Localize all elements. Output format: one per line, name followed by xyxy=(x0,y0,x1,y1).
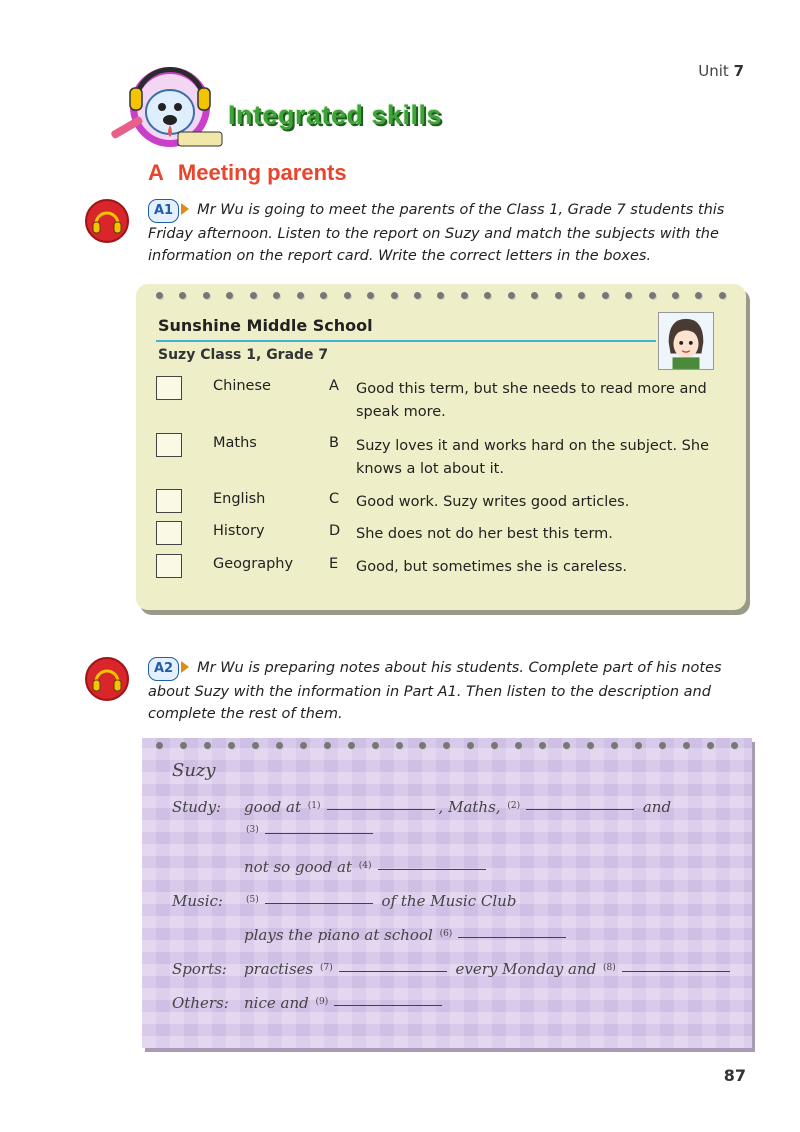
blank-number: (4) xyxy=(358,861,372,871)
blank-number: (3) xyxy=(246,825,259,835)
binder-holes xyxy=(156,742,738,749)
section-title: Integrated skills xyxy=(228,100,443,130)
every-monday-text: every Monday and xyxy=(455,960,597,978)
subject: History xyxy=(213,523,265,539)
blank-3[interactable] xyxy=(265,833,373,834)
option-text: Good work. Suzy writes good articles. xyxy=(356,494,630,510)
music-club-text: of the Music Club xyxy=(381,892,517,910)
play-arrow-icon[interactable] xyxy=(181,661,189,673)
option-letter: E xyxy=(329,556,339,572)
maths-text: , Maths, xyxy=(438,798,501,816)
mascot-dog-icon xyxy=(108,62,228,152)
part-letter: A xyxy=(148,160,164,185)
student-avatar xyxy=(658,312,714,370)
unit-label xyxy=(698,62,744,80)
study-body-2 xyxy=(244,822,377,840)
part-title-text: Meeting parents xyxy=(177,160,347,185)
study-label: Study: xyxy=(172,798,222,816)
blank-9[interactable] xyxy=(334,1005,442,1006)
others-body xyxy=(244,994,446,1012)
task-a1-instruction xyxy=(148,199,728,267)
and-text: and xyxy=(642,798,672,816)
school-name: Sunshine Middle School xyxy=(158,316,373,335)
notes-student-name: Suzy xyxy=(172,760,216,781)
notepad xyxy=(142,738,752,1048)
option-text: Good this term, but she needs to read more and speak more. xyxy=(356,381,707,420)
study-body-3 xyxy=(244,858,490,876)
blank-4[interactable] xyxy=(378,869,486,870)
option-letter: A xyxy=(329,378,339,394)
student-line: Suzy Class 1, Grade 7 xyxy=(158,347,329,363)
practises-text: practises xyxy=(244,960,314,978)
subject: English xyxy=(213,491,266,507)
subject: Geography xyxy=(213,556,294,572)
report-card xyxy=(136,284,746,610)
blank-number: (9) xyxy=(315,997,329,1007)
option-letter: B xyxy=(329,435,339,451)
task-a1-badge: A1 xyxy=(148,199,179,223)
good-at-text: good at xyxy=(244,798,302,816)
plays-piano-text: plays the piano at school xyxy=(244,926,433,944)
task-a2-instruction xyxy=(148,657,728,725)
blank-2[interactable] xyxy=(526,809,634,810)
blank-number: (8) xyxy=(603,963,616,973)
answer-box[interactable] xyxy=(156,554,182,578)
part-title xyxy=(148,160,347,186)
not-so-good-text: not so good at xyxy=(244,858,352,876)
blank-6[interactable] xyxy=(458,937,566,938)
sports-body xyxy=(244,960,734,978)
unit-label-text: Unit xyxy=(698,62,729,80)
play-arrow-icon[interactable] xyxy=(181,203,189,215)
study-body xyxy=(244,798,671,816)
music-label: Music: xyxy=(172,892,223,910)
blank-number: (6) xyxy=(439,929,453,939)
sports-label: Sports: xyxy=(172,960,227,978)
blank-8[interactable] xyxy=(622,971,730,972)
binder-holes xyxy=(156,292,726,299)
answer-box[interactable] xyxy=(156,433,182,457)
option-text: She does not do her best this term. xyxy=(356,526,613,542)
answer-box[interactable] xyxy=(156,521,182,545)
task-a1-text: Mr Wu is going to meet the parents of the Class 1, Grade 7 students this Friday afternoon. Listen to the report on Suzy and match the subjects with the information on the report card. Write the correct letters in the boxes. xyxy=(148,202,725,264)
blank-number: (2) xyxy=(507,801,521,811)
blank-number: (5) xyxy=(246,895,259,905)
option-letter: C xyxy=(329,491,340,507)
page-number: 87 xyxy=(723,1066,746,1085)
option-text: Good, but sometimes she is careless. xyxy=(356,559,628,575)
blank-1[interactable] xyxy=(327,809,435,810)
music-body xyxy=(244,892,516,910)
subject: Chinese xyxy=(213,378,271,394)
nice-and-text: nice and xyxy=(244,994,309,1012)
blank-7[interactable] xyxy=(339,971,447,972)
unit-number: 7 xyxy=(733,62,744,80)
blank-number: (1) xyxy=(307,801,321,811)
option-letter: D xyxy=(329,523,341,539)
option-text: Suzy loves it and works hard on the subject. She knows a lot about it. xyxy=(356,438,709,477)
blank-number: (7) xyxy=(320,963,333,973)
subject: Maths xyxy=(213,435,257,451)
divider xyxy=(156,340,656,342)
others-label: Others: xyxy=(172,994,229,1012)
answer-box[interactable] xyxy=(156,489,182,513)
music-body-2 xyxy=(244,926,570,944)
headphone-icon[interactable] xyxy=(84,656,130,702)
answer-box[interactable] xyxy=(156,376,182,400)
task-a2-text: Mr Wu is preparing notes about his students. Complete part of his notes about Suzy with the information in Part A1. Then listen to the description and complete the rest of them. xyxy=(148,660,722,722)
blank-5[interactable] xyxy=(265,903,373,904)
headphone-icon[interactable] xyxy=(84,198,130,244)
task-a2-badge: A2 xyxy=(148,657,179,681)
